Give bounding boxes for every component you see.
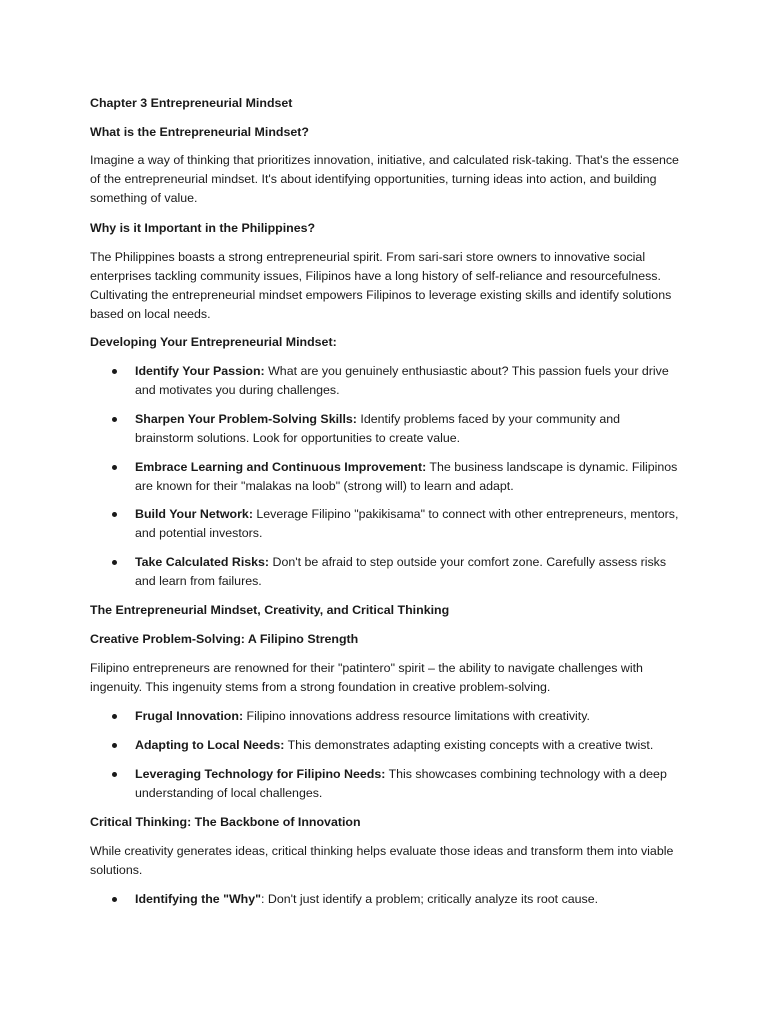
list-item xyxy=(90,362,680,400)
list-item-lead: Sharpen Your Problem-Solving Skills: xyxy=(135,412,357,426)
section-heading-mindset-creativity: The Entrepreneurial Mindset, Creativity, and Critical Thinking xyxy=(90,603,450,617)
bullet-icon xyxy=(112,560,117,565)
list-item-lead: Identify Your Passion: xyxy=(135,364,265,378)
list-item-lead: Identifying the "Why" xyxy=(135,892,262,906)
bullet-icon xyxy=(112,897,117,902)
section-heading-creative-problem-solving: Creative Problem-Solving: A Filipino Strength xyxy=(90,632,359,646)
list-item xyxy=(90,458,680,496)
list-item-text: The business landscape is dynamic. Filipinos are known for their "malakas na loob" (strong will) to learn and adapt. xyxy=(135,460,678,493)
section-heading-what-is: What is the Entrepreneurial Mindset? xyxy=(90,125,309,139)
section-heading-why-important: Why is it Important in the Philippines? xyxy=(90,221,316,235)
paragraph-creative-problem-solving: Filipino entrepreneurs are renowned for their "patintero" spirit – the ability to navigate challenges with ingenuity. This ingenuity stems from a strong foundation in creative problem-solving. xyxy=(90,661,643,694)
list-item-lead: Embrace Learning and Continuous Improvement: xyxy=(135,460,427,474)
list-item xyxy=(90,736,653,755)
list-item-text: : Don't just identify a problem; critically analyze its root cause. xyxy=(261,892,599,906)
list-item-lead: Frugal Innovation: xyxy=(135,709,244,723)
list-item-text: This demonstrates adapting existing concepts with a creative twist. xyxy=(284,738,654,752)
bullet-icon xyxy=(112,512,117,517)
list-item xyxy=(90,410,680,448)
list-item xyxy=(90,505,680,543)
section-heading-critical-thinking: Critical Thinking: The Backbone of Innovation xyxy=(90,815,361,829)
list-item-text: Identify problems faced by your community and brainstorm solutions. Look for opportunities to create value. xyxy=(135,412,621,445)
bullet-icon xyxy=(112,743,117,748)
paragraph-why-important: The Philippines boasts a strong entrepreneurial spirit. From sari-sari store owners to innovative social enterprises tackling community issues, Filipinos have a long history of self-reliance and resourcefulness. Cultivating the entrepreneurial mindset empowers Filipinos to leverage existing skills and identify solutions based on local needs. xyxy=(90,250,672,321)
list-item-text: Leverage Filipino "pakikisama" to connect with other entrepreneurs, mentors, and potential investors. xyxy=(135,507,679,540)
paragraph-what-is: Imagine a way of thinking that prioritizes innovation, initiative, and calculated risk-taking. That's the essence of the entrepreneurial mindset. It's about identifying opportunities, turning ideas into action, and building something of value. xyxy=(90,153,679,205)
bullet-icon xyxy=(112,369,117,374)
list-item-text: Filipino innovations address resource limitations with creativity. xyxy=(243,709,590,723)
list-item-text: This showcases combining technology with a deep understanding of local challenges. xyxy=(135,767,667,800)
chapter-title: Chapter 3 Entrepreneurial Mindset xyxy=(90,96,293,110)
list-item-text: What are you genuinely enthusiastic about? This passion fuels your drive and motivates you during challenges. xyxy=(135,364,669,397)
bullet-icon xyxy=(112,714,117,719)
list-item xyxy=(90,765,680,803)
paragraph-critical-thinking: While creativity generates ideas, critical thinking helps evaluate those ideas and transform them into viable solutions. xyxy=(90,844,674,877)
list-item xyxy=(90,553,680,591)
bullet-icon xyxy=(112,465,117,470)
list-item xyxy=(90,707,590,726)
list-item-lead: Take Calculated Risks: xyxy=(135,555,270,569)
list-item-lead: Build Your Network: xyxy=(135,507,253,521)
list-item xyxy=(90,890,598,909)
list-item-text: Don't be afraid to step outside your comfort zone. Carefully assess risks and learn from failures. xyxy=(135,555,667,588)
section-heading-developing: Developing Your Entrepreneurial Mindset: xyxy=(90,335,337,349)
list-item-lead: Adapting to Local Needs: xyxy=(135,738,285,752)
list-item-lead: Leveraging Technology for Filipino Needs: xyxy=(135,767,386,781)
bullet-icon xyxy=(112,417,117,422)
bullet-icon xyxy=(112,772,117,777)
